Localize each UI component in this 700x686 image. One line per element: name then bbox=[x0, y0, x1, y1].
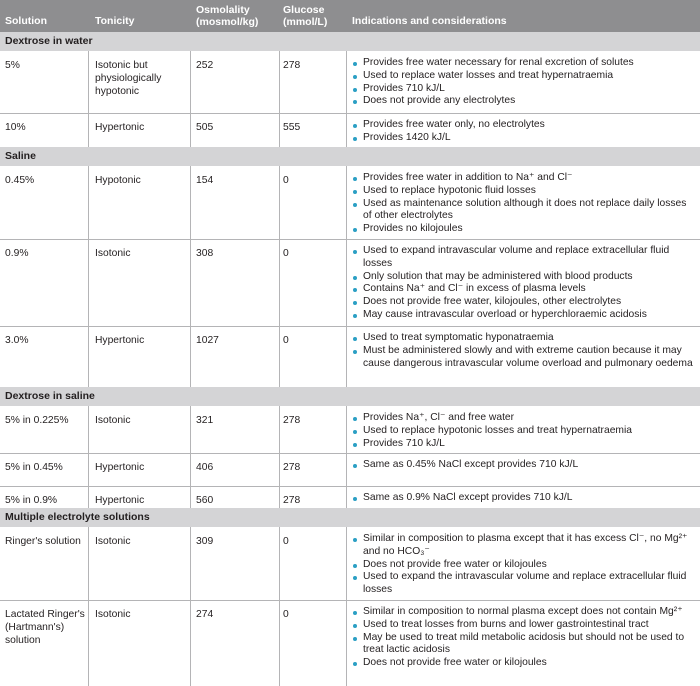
tonicity-cell: Isotonic but physiologically hypotonic bbox=[95, 60, 162, 97]
indication-item: Does not provide free water, kilojoules, other electrolytes bbox=[352, 296, 697, 309]
table-row bbox=[0, 406, 700, 453]
indications-list bbox=[352, 533, 697, 597]
column-divider bbox=[346, 486, 347, 508]
indication-item: Provides free water necessary for renal excretion of solutes bbox=[352, 57, 697, 70]
header-osmolality-line2: (mosmol/kg) bbox=[196, 16, 259, 28]
osmolality-cell: 505 bbox=[196, 122, 214, 133]
column-divider bbox=[190, 326, 191, 387]
column-divider bbox=[190, 486, 191, 508]
glucose-cell: 0 bbox=[283, 609, 289, 620]
column-divider bbox=[88, 166, 89, 239]
column-divider bbox=[279, 527, 280, 600]
solution-cell: 0.9% bbox=[5, 248, 29, 259]
column-divider bbox=[279, 166, 280, 239]
solution-cell: 5% in 0.9% bbox=[5, 495, 58, 506]
indications-cell bbox=[352, 606, 697, 670]
column-divider bbox=[190, 600, 191, 686]
solution-cell: 10% bbox=[5, 122, 26, 133]
solution-cell: Lactated Ringer's (Hartmann's) solution bbox=[5, 609, 85, 646]
column-divider bbox=[88, 527, 89, 600]
glucose-cell: 0 bbox=[283, 175, 289, 186]
tonicity-cell: Hypertonic bbox=[95, 462, 145, 473]
indications-list bbox=[352, 245, 697, 322]
glucose-cell: 278 bbox=[283, 60, 301, 71]
column-divider bbox=[346, 453, 347, 486]
glucose-cell: 278 bbox=[283, 415, 301, 426]
indications-cell bbox=[352, 492, 697, 505]
indications-list bbox=[352, 57, 697, 108]
indications-list bbox=[352, 412, 697, 450]
glucose-cell: 278 bbox=[283, 462, 301, 473]
osmolality-cell: 321 bbox=[196, 415, 214, 426]
header-glucose-line2: (mmol/L) bbox=[283, 16, 328, 28]
indications-cell bbox=[352, 533, 697, 597]
indication-item: Used to treat symptomatic hyponatraemia bbox=[352, 332, 697, 345]
glucose-cell: 0 bbox=[283, 248, 289, 259]
indication-item: Used as maintenance solution although it does not replace daily losses of other electrolytes bbox=[352, 198, 697, 224]
indications-list bbox=[352, 172, 697, 236]
tonicity-cell: Isotonic bbox=[95, 248, 131, 259]
indication-item: Provides 710 kJ/L bbox=[352, 83, 697, 96]
column-divider bbox=[190, 406, 191, 453]
header-osmolality-line1: Osmolality bbox=[196, 4, 250, 16]
osmolality-cell: 154 bbox=[196, 175, 214, 186]
table-row bbox=[0, 113, 700, 147]
table-row bbox=[0, 166, 700, 239]
column-divider bbox=[190, 166, 191, 239]
indications-list bbox=[352, 332, 697, 370]
solution-cell: 5% in 0.45% bbox=[5, 462, 63, 473]
indication-item: Provides 1420 kJ/L bbox=[352, 132, 697, 145]
column-divider bbox=[279, 406, 280, 453]
section-header bbox=[0, 32, 700, 51]
table-row bbox=[0, 527, 700, 600]
header-glucose bbox=[283, 4, 327, 28]
header-indications: Indications and considerations bbox=[352, 15, 507, 27]
glucose-cell: 0 bbox=[283, 335, 289, 346]
column-divider bbox=[88, 453, 89, 486]
section-header bbox=[0, 387, 700, 406]
indication-item: Does not provide free water or kilojoules bbox=[352, 657, 697, 670]
indication-item: Same as 0.45% NaCl except provides 710 kJ/L bbox=[352, 459, 697, 472]
column-divider bbox=[346, 600, 347, 686]
indication-item: Does not provide any electrolytes bbox=[352, 95, 697, 108]
column-divider bbox=[190, 239, 191, 326]
tonicity-cell: Isotonic bbox=[95, 536, 131, 547]
osmolality-cell: 560 bbox=[196, 495, 214, 506]
indication-item: Used to treat losses from burns and lower gastrointestinal tract bbox=[352, 619, 697, 632]
column-divider bbox=[346, 166, 347, 239]
section-header bbox=[0, 508, 700, 527]
column-divider bbox=[190, 527, 191, 600]
table-row bbox=[0, 600, 700, 686]
section-title: Dextrose in saline bbox=[5, 390, 95, 402]
indication-item: Contains Na⁺ and Cl⁻ in excess of plasma levels bbox=[352, 283, 697, 296]
column-divider bbox=[346, 113, 347, 147]
solution-cell: 3.0% bbox=[5, 335, 29, 346]
table-row bbox=[0, 51, 700, 113]
osmolality-cell: 274 bbox=[196, 609, 214, 620]
indication-item: Same as 0.9% NaCl except provides 710 kJ/L bbox=[352, 492, 697, 505]
glucose-cell: 278 bbox=[283, 495, 301, 506]
tonicity-cell: Hypertonic bbox=[95, 335, 145, 346]
indication-item: Used to expand intravascular volume and replace extracellular fluid losses bbox=[352, 245, 697, 271]
column-divider bbox=[279, 453, 280, 486]
column-divider bbox=[88, 486, 89, 508]
indications-cell bbox=[352, 332, 697, 370]
indication-item: May be used to treat mild metabolic acidosis but should not be used to treat lactic acidosis bbox=[352, 632, 697, 658]
indication-item: Must be administered slowly and with extreme caution because it may cause dangerous intravascular volume overload and pulmonary oedema bbox=[352, 345, 697, 371]
column-divider bbox=[279, 600, 280, 686]
tonicity-cell: Isotonic bbox=[95, 609, 131, 620]
section-title: Multiple electrolyte solutions bbox=[5, 511, 150, 523]
column-divider bbox=[279, 113, 280, 147]
header-tonicity: Tonicity bbox=[95, 15, 135, 27]
indications-cell bbox=[352, 459, 697, 472]
solution-cell: 5% in 0.225% bbox=[5, 415, 69, 426]
column-divider bbox=[346, 527, 347, 600]
column-divider bbox=[88, 113, 89, 147]
indication-item: Provides free water in addition to Na⁺ and Cl⁻ bbox=[352, 172, 697, 185]
column-divider bbox=[279, 486, 280, 508]
column-divider bbox=[346, 406, 347, 453]
column-divider bbox=[279, 51, 280, 113]
section-title: Dextrose in water bbox=[5, 35, 93, 47]
header-solution: Solution bbox=[5, 15, 47, 27]
column-divider bbox=[190, 51, 191, 113]
osmolality-cell: 309 bbox=[196, 536, 214, 547]
column-divider bbox=[88, 406, 89, 453]
header-glucose-line1: Glucose bbox=[283, 4, 325, 16]
indication-item: Used to replace water losses and treat hypernatraemia bbox=[352, 70, 697, 83]
indication-item: Used to replace hypotonic fluid losses bbox=[352, 185, 697, 198]
tonicity-cell: Isotonic bbox=[95, 415, 131, 426]
indications-cell bbox=[352, 412, 697, 450]
column-divider bbox=[346, 51, 347, 113]
indications-cell bbox=[352, 172, 697, 236]
column-divider bbox=[88, 326, 89, 387]
indication-item: Provides Na⁺, Cl⁻ and free water bbox=[352, 412, 697, 425]
glucose-cell: 555 bbox=[283, 122, 301, 133]
indication-item: Provides free water only, no electrolytes bbox=[352, 119, 697, 132]
tonicity-cell: Hypotonic bbox=[95, 175, 141, 186]
solution-cell: 5% bbox=[5, 60, 20, 71]
osmolality-cell: 308 bbox=[196, 248, 214, 259]
table-row bbox=[0, 486, 700, 508]
indication-item: Does not provide free water or kilojoules bbox=[352, 559, 697, 572]
table-row bbox=[0, 239, 700, 326]
column-divider bbox=[346, 326, 347, 387]
osmolality-cell: 252 bbox=[196, 60, 214, 71]
column-divider bbox=[190, 453, 191, 486]
indications-list bbox=[352, 119, 697, 145]
indication-item: Used to expand the intravascular volume and replace extracellular fluid losses bbox=[352, 571, 697, 597]
indication-item: Only solution that may be administered with blood products bbox=[352, 271, 697, 284]
glucose-cell: 0 bbox=[283, 536, 289, 547]
table-row bbox=[0, 326, 700, 387]
section-title: Saline bbox=[5, 150, 36, 162]
column-divider bbox=[346, 239, 347, 326]
osmolality-cell: 406 bbox=[196, 462, 214, 473]
indications-cell bbox=[352, 57, 697, 108]
tonicity-cell: Hypertonic bbox=[95, 495, 145, 506]
column-divider bbox=[279, 239, 280, 326]
column-divider bbox=[190, 113, 191, 147]
solution-cell: Ringer's solution bbox=[5, 536, 81, 547]
header-osmolality bbox=[196, 4, 258, 28]
column-divider bbox=[88, 51, 89, 113]
indications-list bbox=[352, 459, 697, 472]
table-row bbox=[0, 453, 700, 486]
indication-item: Similar in composition to normal plasma except does not contain Mg²⁺ bbox=[352, 606, 697, 619]
indication-item: Provides no kilojoules bbox=[352, 223, 697, 236]
indications-cell bbox=[352, 245, 697, 322]
indication-item: Similar in composition to plasma except that it has excess Cl⁻, no Mg²⁺ and no HCO₃⁻ bbox=[352, 533, 697, 559]
column-divider bbox=[88, 239, 89, 326]
column-divider bbox=[279, 326, 280, 387]
indication-item: Provides 710 kJ/L bbox=[352, 438, 697, 451]
table-header-row bbox=[0, 0, 700, 32]
solution-cell: 0.45% bbox=[5, 175, 35, 186]
column-divider bbox=[88, 600, 89, 686]
indications-list bbox=[352, 492, 697, 505]
osmolality-cell: 1027 bbox=[196, 335, 219, 346]
indication-item: Used to replace hypotonic losses and treat hypernatraemia bbox=[352, 425, 697, 438]
indications-list bbox=[352, 606, 697, 670]
tonicity-cell: Hypertonic bbox=[95, 122, 145, 133]
section-header bbox=[0, 147, 700, 166]
indications-cell bbox=[352, 119, 697, 145]
indication-item: May cause intravascular overload or hyperchloraemic acidosis bbox=[352, 309, 697, 322]
